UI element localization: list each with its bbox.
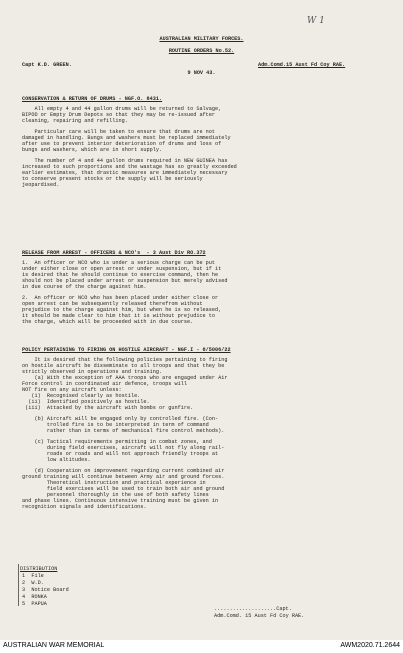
body-line: (i) Recognised clearly as hostile. — [22, 393, 141, 399]
body-line: jeopardised. — [22, 182, 60, 188]
body-line: (c) Tactical requirements permitting in combat zones, and — [22, 439, 212, 445]
body-line: 1. An officer or NCO who is under a serious charge can be put — [22, 260, 216, 266]
body-line: Particular care will be taken to ensure that drums are not — [22, 129, 216, 135]
body-line: recognition signals and identifications. — [22, 504, 147, 510]
body-line: field exercises will be used to train both air and ground — [22, 486, 225, 492]
body-line: (ii) Identified positively as hostile. — [22, 399, 150, 405]
archive-name: AUSTRALIAN WAR MEMORIAL — [3, 642, 105, 649]
body-line: during field exercises, aircraft will not fly along rail- — [22, 445, 225, 451]
section-heading: CONSERVATION & RETURN OF DRUMS - NGF.O. 8431. — [22, 96, 163, 102]
body-line: 2. An officer or NCO who has been placed under either close or — [22, 295, 219, 301]
body-line: (iii) Attacked by the aircraft with bombs or gunfire. — [22, 405, 194, 411]
issuer-unit: Adm.Comd.15 Aust Fd Coy RAE. — [258, 62, 346, 68]
orders-number: ROUTINE ORDERS No.52. — [168, 48, 235, 54]
body-line: open arrest can be subsequently released therefrom without — [22, 301, 203, 307]
body-line: Force control in coordinated air defence, troops will — [22, 381, 187, 387]
distribution-item: 4 RONKA — [22, 594, 47, 600]
body-line: trolled fire is to be interpreted in term of command — [22, 422, 209, 428]
document-title: AUSTRALIAN MILITARY FORCES. — [159, 36, 244, 42]
body-line: it should be made clear to him that it is without prejudice to — [22, 313, 216, 319]
body-line: NOT fire on any aircraft unless: — [22, 387, 122, 393]
body-line: and phase lines. Continuous intensive training must be given in — [22, 498, 219, 504]
archive-reference: AWM2020.71.2644 — [340, 642, 400, 649]
distribution-item: 1 File — [22, 573, 44, 579]
body-line: rather than in terms of mechanical fire control methods). — [22, 428, 225, 434]
body-line: on hostile aircraft be disseminate to all troops and that they be — [22, 363, 225, 369]
body-line: damaged in handling. Bungs and washers must be replaced immediately — [22, 135, 231, 141]
distribution-heading: DISTRIBUTION — [20, 566, 58, 572]
section-heading: POLICY PERTAINING TO FIRING ON HOSTILE AIRCRAFT - NGF.I - 8/5006/22 — [22, 347, 231, 353]
handwritten-annotation: W 1 — [307, 16, 325, 26]
signature-unit: Adm.Comd. 15 Aust Fd Coy RAE. — [214, 613, 305, 619]
body-line: It is desired that the following policies pertaining to firing — [22, 357, 228, 363]
body-line: (a) With the exception of AAA troops who are engaged under Air — [22, 375, 228, 381]
body-line: (d) Cooperation on improvement regarding current combined air — [22, 468, 225, 474]
body-line: bungs and washers, which are in short supply. — [22, 147, 163, 153]
body-line: BIPOD or Empty Drum Depots so that they may be re-issued after — [22, 112, 216, 118]
body-line: The number of 4 and 44 gallon drums required in NEW GUINEA has — [22, 158, 228, 164]
body-line: under either close or open arrest or under suspension, but if it — [22, 266, 222, 272]
order-date: 9 NOV 43. — [187, 70, 216, 76]
body-line: (b) Aircraft will be engaged only by controlled fire. (Con- — [22, 416, 219, 422]
archive-footer — [0, 640, 403, 653]
distribution-item: 2 W.D. — [22, 580, 44, 586]
signature-line: ....................Capt. — [214, 606, 292, 612]
body-line: earlier estimates, that drastic measures are immediately necessary — [22, 170, 228, 176]
body-line: should not be placed under arrest or suspension but merely advised — [22, 278, 228, 284]
distribution-item: 5 PAPUA — [22, 601, 47, 607]
body-line: low altitudes. — [22, 457, 91, 463]
body-line: roads or roads and will not approach friendly troops at — [22, 451, 219, 457]
body-line: is desired that he should continue to exercise command, then he — [22, 272, 219, 278]
body-line: prejudice to the charge against him, but when he is so released, — [22, 307, 222, 313]
body-line: ground training will continue between Army air and ground forces. — [22, 474, 225, 480]
body-line: in due course of the charge against him. — [22, 284, 147, 290]
body-line: the charge, which will be proceeded with in due course. — [22, 319, 194, 325]
section-heading: RELEASE FROM ARREST - OFFICERS & NCO's - 3 Aust Div RO.372 — [22, 250, 206, 256]
issuer-name: Capt K.D. GREEN. — [22, 62, 72, 68]
body-line: personnel thoroughly in the use of both safety lines — [22, 492, 209, 498]
body-line: cleaning, repairing and refilling. — [22, 118, 128, 124]
body-line: All empty 4 and 44 gallon drums will be returned to Salvage, — [22, 106, 222, 112]
body-line: strictly observed in operations and training. — [22, 369, 163, 375]
body-line: Theoretical instruction and practical experience in — [22, 480, 206, 486]
body-line: increased to such proportions and the wastage has so greatly exceeded — [22, 164, 237, 170]
body-line: after use to prevent interior deterioration of drums and loss of — [22, 141, 222, 147]
distribution-item: 3 Notice Board — [22, 587, 69, 593]
body-line: to conserve present stocks or the supply will be seriously — [22, 176, 203, 182]
